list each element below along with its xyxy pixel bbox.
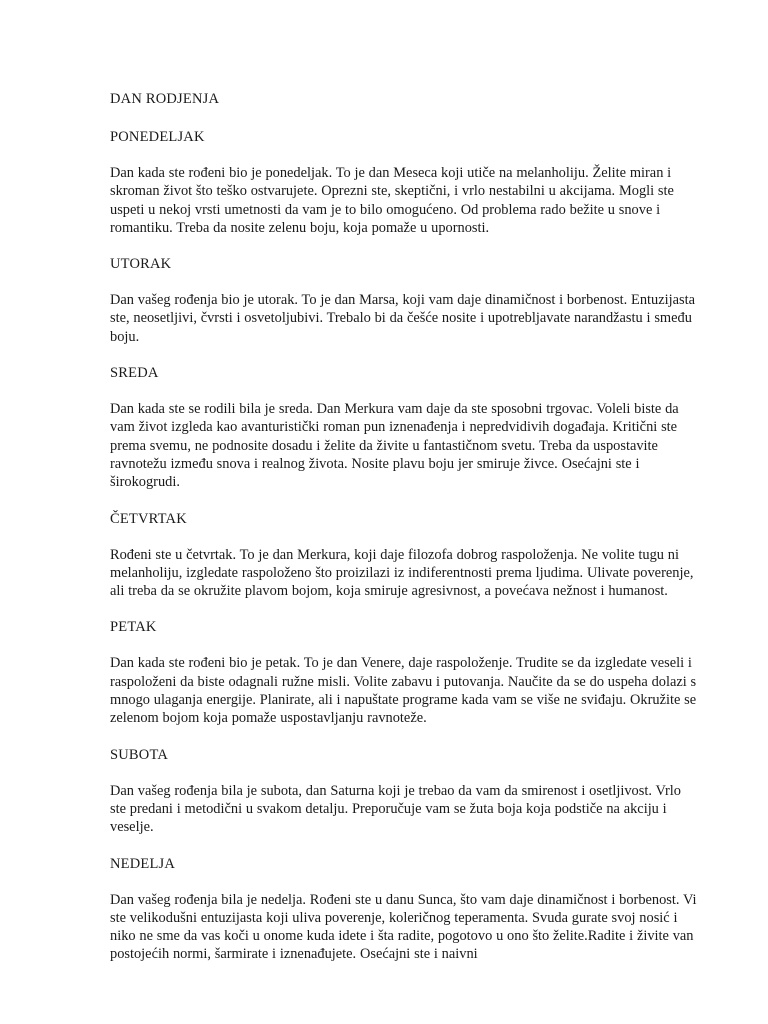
section-heading: PONEDELJAK [110, 129, 205, 145]
section-text: Dan kada ste rođeni bio je ponedeljak. To je dan Meseca koji utiče na melanholiju. Želite miran i skroman život što teško ostvarujete. Oprezni ste, skeptični, i vrlo nestabilni u akcijama. Mogli ste uspeti u nekoj vrsti umetnosti da vam je to bilo omogućeno. Od problema rado bežite u snove i romantiku. Treba da nosite zelenu boju, koja pomaže u upornosti. [110, 165, 674, 236]
section-monday [110, 128, 700, 237]
section-heading: PETAK [110, 619, 157, 636]
section-heading: NEDELJA [110, 855, 176, 872]
section-thursday [110, 510, 700, 601]
section-tuesday [110, 255, 700, 346]
section-text: Dan kada ste rođeni bio je petak. To je dan Venere, daje raspoloženje. Trudite se da izgledate veseli i raspoloženi da biste odagnali ružne misli. Volite zabavu i putovanja. Naučite da se do uspeha dolazi s mnogo ulaganja energije. Planirate, ali i napuštate programe kada vam se više ne sviđaju. Okružite se zelenom bojom koja pomaže uspostavljanju ravnoteže. [110, 655, 697, 727]
section-heading: ČETVRTAK [110, 510, 187, 527]
section-friday [110, 618, 700, 727]
section-text: Rođeni ste u četvrtak. To je dan Merkura, koji daje filozofa dobrog raspoloženja. Ne volite tugu ni melanholiju, izgledate raspoloženo što proizilazi iz indiferentnosti prema ljudima. Ulivate poverenje, ali treba da se okružite plavom bojom, koja smiruje agresivnost, a povećava nežnost i humanost. [110, 546, 694, 600]
section-saturday [110, 746, 700, 837]
document-title: DAN RODJENJA [110, 91, 220, 107]
document-page [110, 90, 700, 982]
section-heading: SUBOTA [110, 746, 169, 763]
section-text: Dan vašeg rođenja bio je utorak. To je dan Marsa, koji vam daje dinamičnost i borbenost. Entuzijasta ste, neosetljivi, čvrsti i osvetoljubivi. Trebalo bi da češće nosite i upotrebljavate narandžastu i smeđu boju. [110, 292, 695, 345]
section-heading: UTORAK [110, 256, 172, 273]
section-sunday [110, 855, 700, 964]
section-text: Dan vašeg rođenja bila je nedelja. Rođeni ste u danu Sunca, što vam daje dinamičnost i borbenost. Vi ste velikodušni entuzijasta koji uliva poverenje, koleričnog teperamenta. Svuda gurate svoj nosić i niko ne sme da vas koči u onome kuda idete i šta radite, pogotovo u ono što želite.Radite i živite van postojećih normi, šarmirate i iznenađujete. Osećajni ste i naivni [110, 891, 697, 963]
section-heading: SREDA [110, 365, 159, 382]
section-text: Dan vašeg rođenja bila je subota, dan Saturna koji je trebao da vam da smirenost i osetljivost. Vrlo ste predani i metodični u svakom detalju. Preporučuje vam se žuta boja koja podstiče na akciju i veselje. [110, 782, 681, 836]
section-wednesday [110, 364, 700, 491]
section-text: Dan kada ste se rodili bila je sreda. Dan Merkura vam daje da ste sposobni trgovac. Voleli biste da vam život izgleda kao avanturistički roman pun iznenađenja i nepredvidivih događaja. Kritični ste prema svemu, ne podnosite dosadu i želite da živite u fantastičnom svetu. Treba da uspostavite ravnotežu između snova i realnog života. Nosite plavu boju jer smiruje živce. Osećajni ste i širokogrudi. [110, 401, 679, 491]
